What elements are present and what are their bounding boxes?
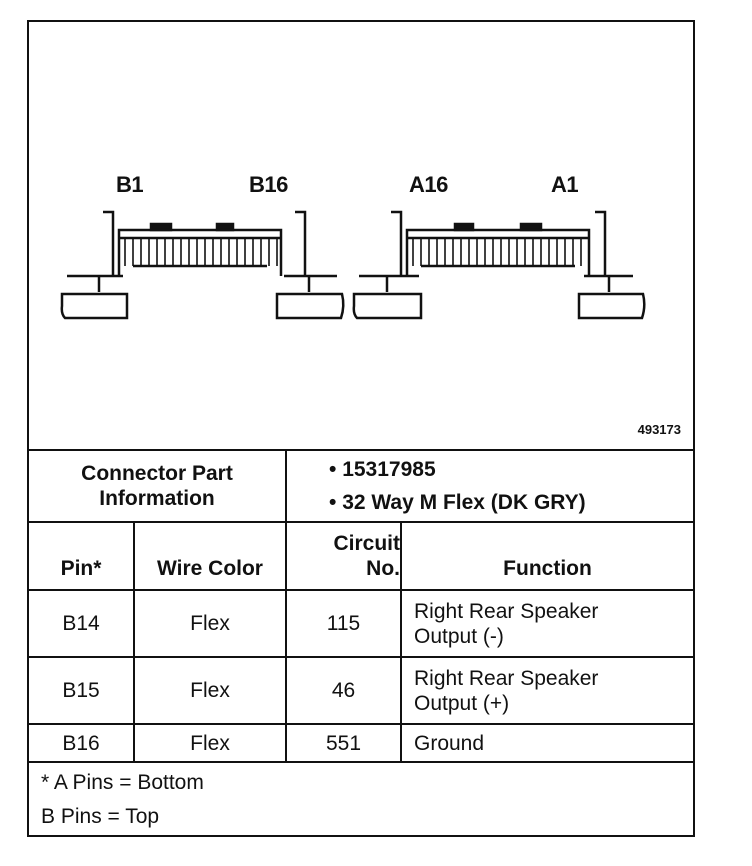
connector-sheet (27, 20, 695, 837)
connector-part-number-value: 15317985 (342, 458, 436, 481)
connector-description: • 32 Way M Flex (DK GRY) (329, 491, 586, 514)
row2-function-line1: Right Rear Speaker (414, 666, 599, 690)
row3-function: Ground (414, 731, 485, 755)
header-pin: Pin* (60, 557, 102, 580)
connector-diagram (29, 22, 693, 449)
header-function: Function (503, 557, 592, 580)
pin-label-b16: B16 (249, 172, 288, 197)
connector-drawing (29, 22, 693, 449)
row1-wire-color: Flex (190, 612, 230, 635)
connector-info-label-line1: Connector Part (81, 462, 233, 485)
pin-label-a1: A1 (551, 172, 579, 197)
row1-function-line2: Output (-) (414, 624, 504, 648)
row2-function-line2: Output (+) (414, 691, 510, 715)
pin-label-b1: B1 (116, 172, 144, 197)
connector-info-label-line2: Information (99, 487, 215, 510)
connector-info-label (29, 451, 285, 521)
row1-function (402, 591, 693, 656)
header-wire-color: Wire Color (157, 557, 263, 580)
pin-label-a16: A16 (409, 172, 448, 197)
note-b-pins: B Pins = Top (41, 805, 160, 828)
row3-wire-color: Flex (190, 731, 230, 755)
row1-function-line1: Right Rear Speaker (414, 599, 599, 623)
row1-pin: B14 (62, 612, 100, 635)
connector-description-value: 32 Way M Flex (DK GRY) (342, 491, 586, 514)
header-circuit-no (287, 523, 400, 589)
row2-wire-color: Flex (190, 679, 230, 702)
row1-circuit: 115 (326, 612, 361, 635)
divider-row-3 (29, 761, 693, 763)
header-circuit-line1: Circuit (333, 532, 400, 555)
row3-pin: B16 (62, 731, 100, 755)
figure-number: 493173 (637, 422, 681, 437)
row2-circuit: 46 (331, 679, 356, 702)
header-circuit-line2: No. (366, 557, 400, 580)
note-a-pins: * A Pins = Bottom (41, 771, 204, 794)
row2-function (402, 658, 693, 723)
connector-part-number: • 15317985 (329, 458, 436, 481)
row2-pin: B15 (62, 679, 100, 702)
row3-circuit: 551 (325, 731, 362, 755)
